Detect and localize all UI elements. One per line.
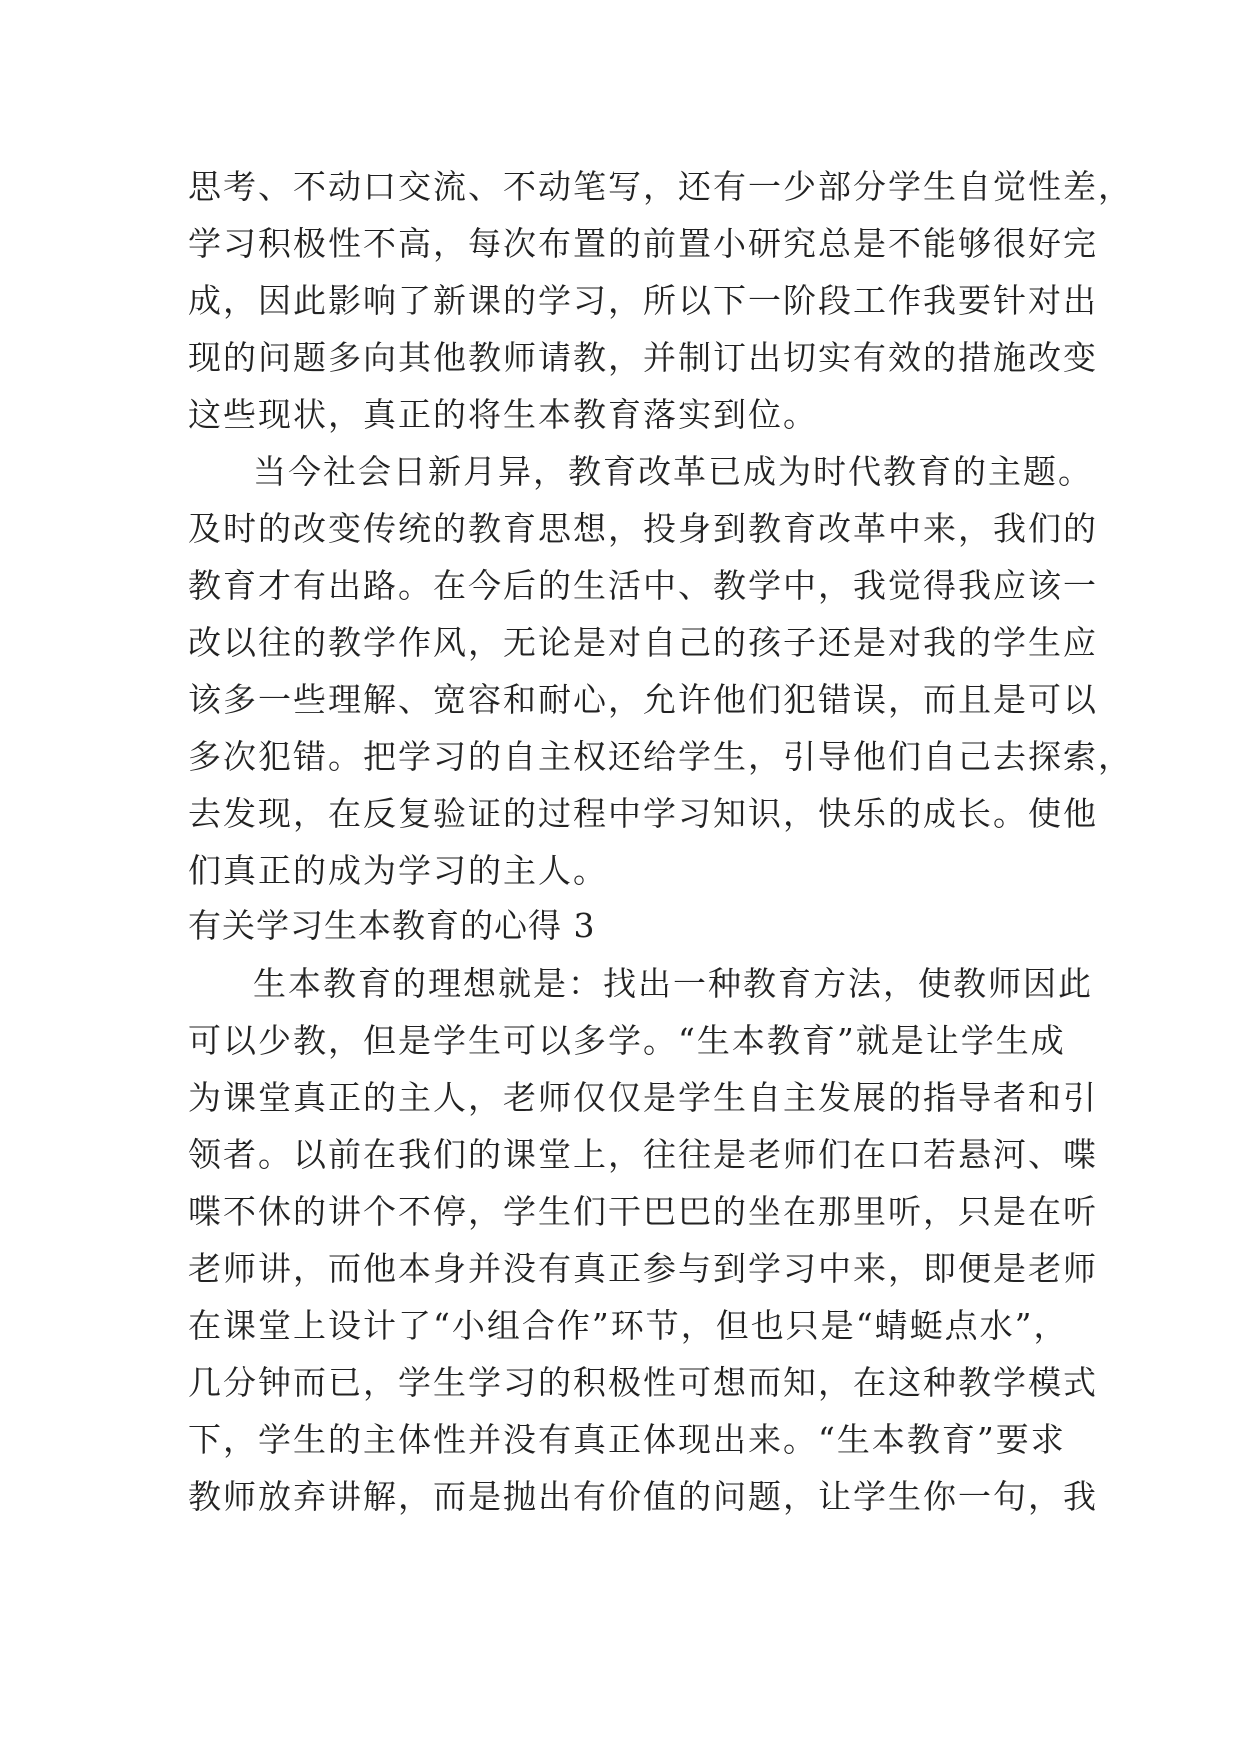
paragraph-2-line-4: 改以往的教学作风，无论是对自己的孩子还是对我的学生应: [188, 623, 1098, 662]
paragraph-2-line-3: 教育才有出路。在今后的生活中、教学中，我觉得我应该一: [188, 566, 1098, 605]
paragraph-3-line-7: 在课堂上设计了“小组合作”环节，但也只是“蜻蜓点水”，: [188, 1306, 1069, 1345]
paragraph-2-line-1: 当今社会日新月异，教育改革已成为时代教育的主题。: [253, 452, 1093, 491]
paragraph-3-line-4: 领者。以前在我们的课堂上，往往是老师们在口若悬河、喋: [188, 1135, 1098, 1174]
paragraph-3-line-3: 为课堂真正的主人，老师仅仅是学生自主发展的指导者和引: [188, 1078, 1098, 1117]
paragraph-2-line-7: 去发现，在反复验证的过程中学习知识，快乐的成长。使他: [188, 794, 1098, 833]
paragraph-1-line-2: 学习积极性不高，每次布置的前置小研究总是不能够很好完: [188, 224, 1098, 263]
paragraph-2-line-6: 多次犯错。把学习的自主权还给学生，引导他们自己去探索，: [188, 737, 1133, 776]
paragraph-2-line-2: 及时的改变传统的教育思想，投身到教育改革中来，我们的: [188, 509, 1098, 548]
paragraph-3-line-1: 生本教育的理想就是：找出一种教育方法，使教师因此: [253, 964, 1093, 1003]
paragraph-1-line-5: 这些现状，真正的将生本教育落实到位。: [188, 395, 818, 434]
paragraph-2-line-8: 们真正的成为学习的主人。: [188, 851, 608, 890]
paragraph-3-line-8: 几分钟而已，学生学习的积极性可想而知，在这种教学模式: [188, 1363, 1098, 1402]
paragraph-3-line-6: 老师讲，而他本身并没有真正参与到学习中来，即便是老师: [188, 1249, 1098, 1288]
paragraph-1-line-1: 思考、不动口交流、不动笔写，还有一少部分学生自觉性差，: [188, 167, 1133, 206]
paragraph-3-line-10: 教师放弃讲解，而是抛出有价值的问题，让学生你一句，我: [188, 1477, 1098, 1516]
paragraph-2-line-5: 该多一些理解、宽容和耐心，允许他们犯错误，而且是可以: [188, 680, 1098, 719]
paragraph-1-line-4: 现的问题多向其他教师请教，并制订出切实有效的措施改变: [188, 338, 1098, 377]
paragraph-3-line-2: 可以少教，但是学生可以多学。“生本教育”就是让学生成: [188, 1021, 1066, 1060]
paragraph-1-line-3: 成，因此影响了新课的学习，所以下一阶段工作我要针对出: [188, 281, 1098, 320]
paragraph-3-line-5: 喋不休的讲个不停，学生们干巴巴的坐在那里听，只是在听: [188, 1192, 1098, 1231]
section-heading: 有关学习生本教育的心得 3: [188, 906, 596, 945]
paragraph-3-line-9: 下，学生的主体性并没有真正体现出来。“生本教育”要求: [188, 1420, 1066, 1459]
